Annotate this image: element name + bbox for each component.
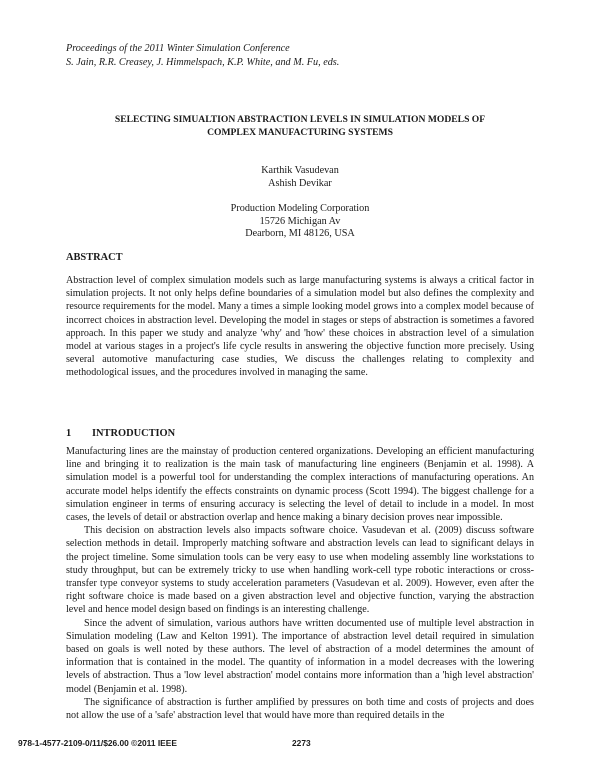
affiliation-org: Production Modeling Corporation: [230, 203, 370, 214]
intro-paragraph-3: Since the advent of simulation, various authors have written documented use of multiple level abstraction in Simulation modeling (Law and Kelton 1991). The importance of abstraction level detail required in simulation based on goals is well noted by these authors. The level of abstraction of a model determines the amount of information that is contained in the model. The quantity of information in a model decreases with the lowering levels of abstraction. Thus a 'low level abstraction' model contains more information than a 'high level abstraction' model (Benjamin et al. 1998).: [66, 617, 534, 695]
affiliation-street: 15726 Michigan Av: [259, 215, 341, 227]
intro-paragraph-4: The significance of abstraction is further amplified by pressures on both time and costs of projects and does not allow the use of a 'safe' abstraction level that would have more than required details in the: [66, 696, 534, 722]
introduction-body: [66, 445, 534, 722]
author-list: [150, 165, 450, 190]
title-line-1: SELECTING SIMUALTION ABSTRACTION LEVELS IN SIMULATION MODELS OF: [114, 114, 486, 125]
intro-paragraph-1: Manufacturing lines are the mainstay of production centered organizations. Developing an efficient manufacturing line and bringing it to realization is the main task of manufacturing line engineers (Benjamin et al. 1998). A simulation model is a powerful tool for understanding the complex interactions of manufacturing operations. An accurate model helps identify the effects constraints on dynamic process (Scott 1994). The biggest challenge for a simulation engineer in terms of ensuring accuracy is selecting the level of detail to include in a model. In most cases, the levels of detail or abstraction overlap and hence making a binary decision proves near impossible.: [66, 446, 534, 524]
section-number: 1: [66, 428, 72, 439]
paper-title: [60, 114, 540, 139]
section-title: INTRODUCTION: [92, 428, 176, 439]
footer-isbn: 978-1-4577-2109-0/11/$26.00 ©2011 IEEE: [18, 738, 177, 748]
abstract-body: [66, 274, 534, 380]
author-name: Karthik Vasudevan: [261, 165, 339, 176]
introduction-heading: [66, 428, 175, 439]
intro-paragraph-2: This decision on abstraction levels also impacts software choice. Vasudevan et al. (2009) discuss software selection methods in detail. Improperly matching software and abstraction levels can lead to significant delays in the project timeline. Some simulation tools can be very easy to use when modeling assembly line workstations to study throughput, but can be extremely tricky to use when handling work-cell type robotic interactions or cross-transfer type conveyor systems to study acceleration parameters (Vasudevan et al. 2009). However, even after the right software choice is made based on a given abstraction level and objective function, varying the abstraction level and hence model design based on findings is an interesting challenge.: [66, 525, 534, 616]
conference-header: [66, 42, 339, 69]
proceedings-line: Proceedings of the 2011 Winter Simulation Conference: [66, 43, 290, 54]
abstract-paragraph: Abstraction level of complex simulation models such as large manufacturing systems is always a critical factor in simulation projects. It not only helps define boundaries of a simulation model but also defines the complexity and resource requirements for the model. Many a times a simple looking model grows into a complex model because of incorrect choices in abstraction level. Developing the model in stages or steps of abstraction is sometimes a favored approach. In this paper we study and analyze 'why' and 'how' these choices in abstraction level of a simulation model at various stages in a project's life cycle results in answering the objective function more precisely. Using several automotive manufacturing case studies, We discuss the challenges relating to complexity and methodological issues, and the procedures involved in managing the same.: [66, 275, 534, 379]
abstract-heading: ABSTRACT: [66, 252, 123, 263]
page-number: 2273: [292, 738, 311, 748]
author-name: Ashish Devikar: [268, 177, 332, 189]
affiliation: [150, 203, 450, 241]
title-line-2: COMPLEX MANUFACTURING SYSTEMS: [207, 126, 393, 138]
editors-line: S. Jain, R.R. Creasey, J. Himmelspach, K.P. White, and M. Fu, eds.: [66, 56, 340, 68]
affiliation-city: Dearborn, MI 48126, USA: [245, 228, 355, 239]
